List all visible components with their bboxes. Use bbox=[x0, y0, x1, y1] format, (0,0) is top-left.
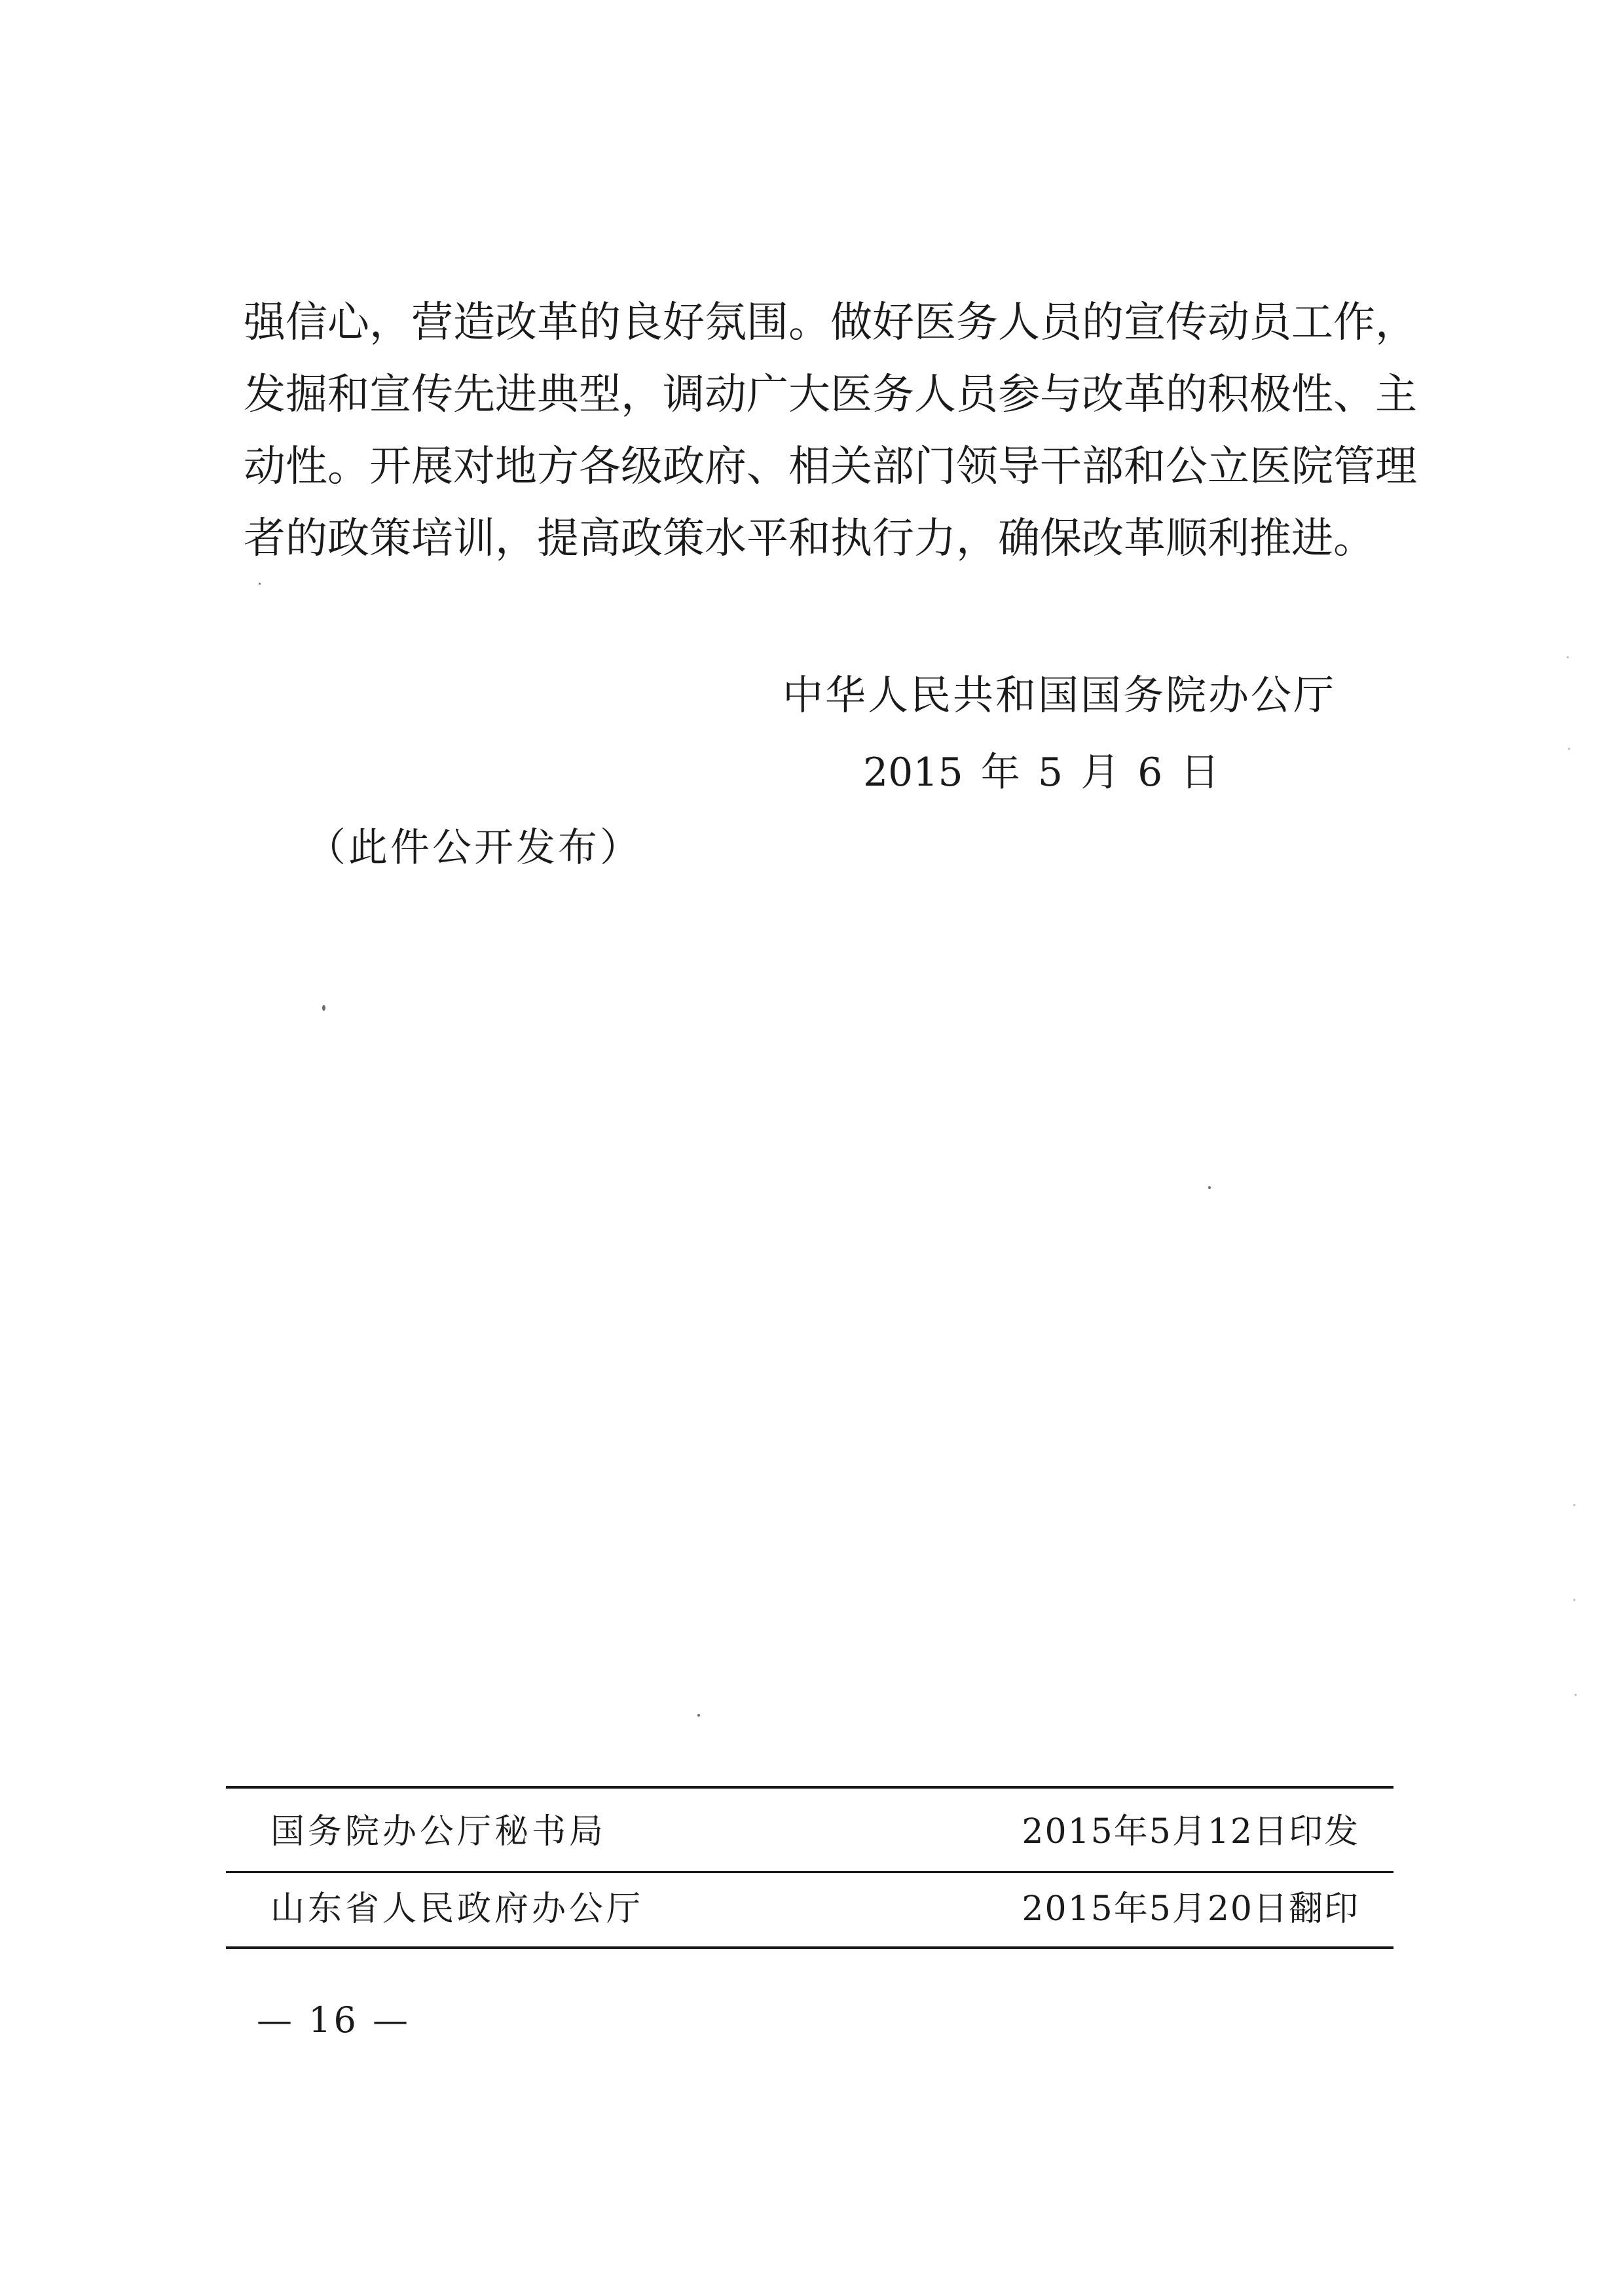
footer-bottom-rule bbox=[226, 1946, 1393, 1949]
release-note: （此件公开发布） bbox=[306, 825, 642, 871]
body-line-4: 者的政策培训，提高政策水平和执行力，确保改革顺利推进。 bbox=[244, 515, 1375, 563]
page-number: — 16 — bbox=[257, 1999, 411, 2041]
footer-row-reprint bbox=[226, 1876, 1393, 1942]
scan-edge-mark: · bbox=[1572, 1591, 1578, 1611]
footer-top-rule bbox=[226, 1786, 1393, 1789]
footer-date-action: 2015年5月20日翻印 bbox=[1022, 1889, 1359, 1929]
body-line-1: 强信心，营造改革的良好氛围。做好医务人员的宣传动员工作， bbox=[244, 299, 1417, 347]
footer-issuer: 山东省人民政府办公厅 bbox=[270, 1889, 644, 1929]
scan-speck bbox=[697, 1714, 700, 1717]
scan-edge-mark: · bbox=[1572, 1496, 1578, 1516]
footer-issuer: 国务院办公厅秘书局 bbox=[270, 1812, 607, 1851]
scan-edge-mark: · bbox=[1573, 1686, 1579, 1705]
footer-middle-rule bbox=[226, 1871, 1393, 1873]
signature-organization: 中华人民共和国国务院办公厅 bbox=[783, 671, 1337, 719]
scan-speck bbox=[322, 1005, 325, 1011]
scan-speck bbox=[259, 583, 261, 585]
body-line-2: 发掘和宣传先进典型，调动广大医务人员参与改革的积极性、主 bbox=[244, 371, 1417, 419]
body-line-3: 动性。开展对地方各级政府、相关部门领导干部和公立医院管理 bbox=[244, 443, 1417, 491]
scan-edge-mark: · bbox=[1566, 740, 1572, 759]
scan-speck bbox=[1208, 1186, 1211, 1189]
footer-date-action: 2015年5月12日印发 bbox=[1022, 1812, 1359, 1851]
scan-edge-mark: · bbox=[1565, 648, 1571, 668]
signature-date: 2015 年 5 月 6 日 bbox=[863, 750, 1220, 795]
footer-row-issue bbox=[226, 1799, 1393, 1865]
